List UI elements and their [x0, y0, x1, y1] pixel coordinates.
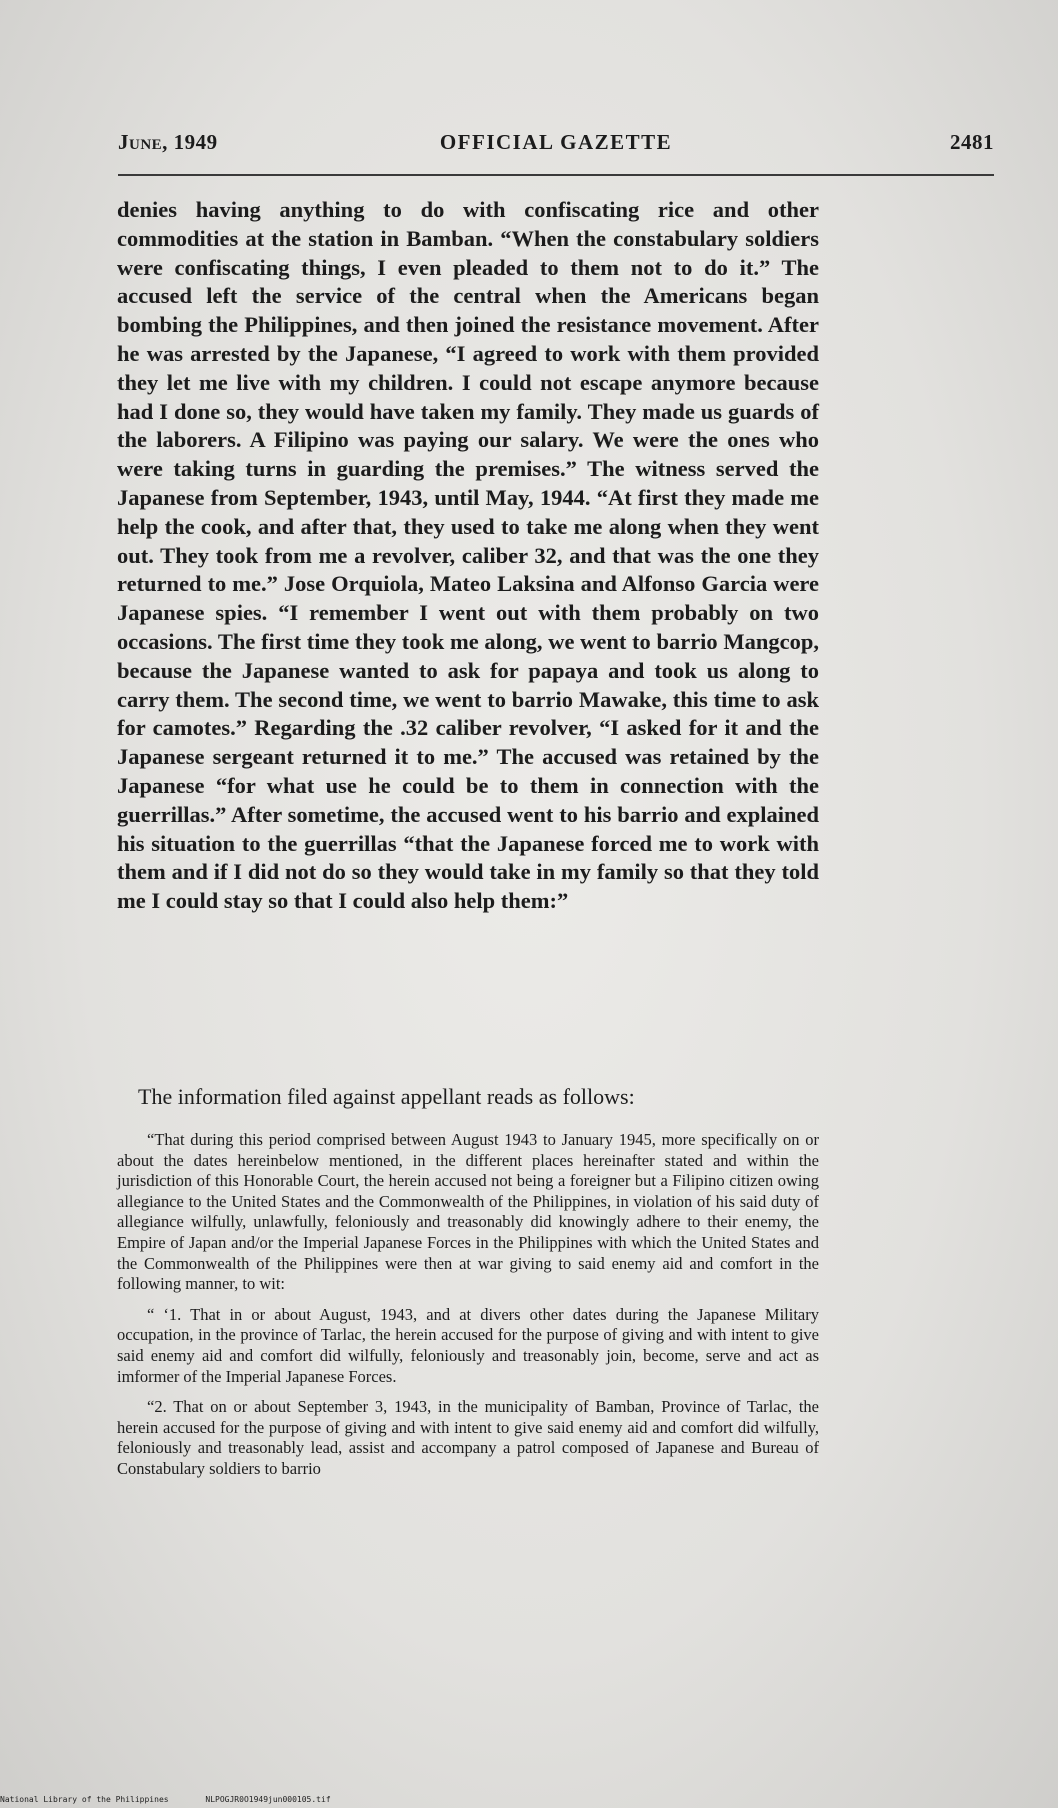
quote-paragraph-2: “ ‘1. That in or about August, 1943, and at divers other dates during the Japanese Military occupation, in the province of Tarlac, the herein accused for the purpose of giving and with intent to give said enemy aid and comfort did wilfully, feloniously and treasonably join, become, serve and act as imformer of the Imperial Japanese Forces. — [117, 1304, 819, 1386]
footer-file-id: NLPOGJR0O1949jun000105.tif — [205, 1795, 331, 1804]
body-paragraph: denies having anything to do with confiscating rice and other commodities at the station in Bamban. “When the constabulary soldiers were confiscating things, I even pleaded to them not to do it.” The accused left the service of the central when the Americans began bombing the Philippines, and then joined the resistance movement. After he was arrested by the Japanese, “I agreed to work with them provided they let me live with my children. I could not escape anymore because had I done so, they would have taken my family. They made us guards of the laborers. A Filipino was paying our salary. We were the ones who were taking turns in guarding the premises.” The witness served the Japanese from September, 1943, until May, 1944. “At first they made me help the cook, and after that, they used to take me along when they went out. They took from me a revolver, caliber 32, and that was the one they returned to me.” Jose Orquiola, Mateo Laksina and Alfonso Garcia were Japanese spies. “I remember I went out with them probably on two occasions. The first time they took me along, we went to barrio Mangcop, because the Japanese wanted to ask for papaya and took us along to carry them. The second time, we went to barrio Mawake, this time to ask for camotes.” Regarding the .32 caliber revolver, “I asked for it and the Japanese sergeant returned it to me.” The accused was retained by the Japanese “for what use he could be to them in connection with the guerrillas.” After sometime, the accused went to his barrio and explained his situation to the guerrillas “that the Japanese forced me to work with them and if I did not do so they would take in my family so that they told me I could stay so that I could also help them:” — [117, 197, 819, 914]
header-title: OFFICIAL GAZETTE — [439, 130, 673, 154]
quote-paragraph-1: “That during this period comprised between August 1943 to January 1945, more specifically on or about the dates hereinbelow mentioned, in the different places hereinafter stated and within the jurisdiction of this Honorable Court, the herein accused not being a foreigner but a Filipino citizen owing allegiance to the United States and the Commonwealth of the Philippines, in violation of his said duty of allegiance wilfully, unlawfully, feloniously and treasonably did knowingly adhere to their enemy, the Empire of Japan and/or the Imperial Japanese Forces in the Philippines with which the United States and the Commonwealth of the Philippines were then at war giving to said enemy aid and comfort in the following manner, to wit: — [117, 1130, 819, 1294]
quote-paragraph-3: “2. That on or about September 3, 1943, in the municipality of Bamban, Province of Tarlac, the herein accused for the purpose of giving and with intent to give said enemy aid and comfort did wilfully, feloniously and treasonably lead, assist and accompany a patrol composed of Japanese and Bureau of Constabulary soldiers to barrio — [117, 1397, 819, 1478]
main-text-block — [117, 196, 819, 916]
scan-footer — [0, 1795, 600, 1805]
header-rule — [118, 174, 994, 176]
information-quote — [117, 1130, 819, 1490]
lead-line: The information filed against appellant reads as follows: — [138, 1084, 635, 1109]
footer-library: National Library of the Philippines — [0, 1795, 169, 1804]
header-date: June, 1949 — [118, 130, 218, 154]
page-number: 2481 — [950, 130, 994, 154]
page-header — [118, 130, 994, 158]
